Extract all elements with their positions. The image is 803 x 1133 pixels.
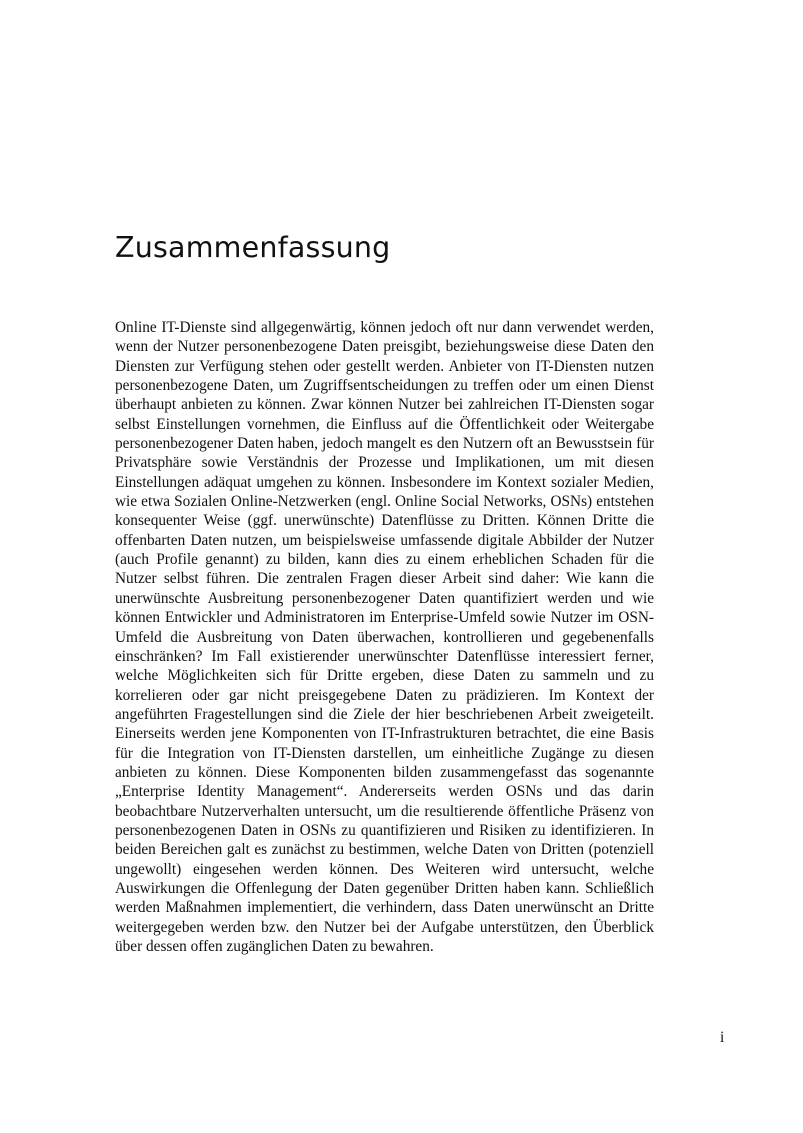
abstract-paragraph: Online IT-Dienste sind allgegenwärtig, können jedoch oft nur dann verwendet werden, wenn der Nutzer personenbezogene Daten preisgibt, beziehungsweise diese Daten den Diensten zur Verfügung stehen oder gestellt werden. Anbieter von IT-Diensten nutzen personenbezogene Daten, um Zugriffsentscheidungen zu treffen oder um einen Dienst überhaupt anbieten zu können. Zwar können Nutzer bei zahlreichen IT-Diensten sogar selbst Einstellungen vornehmen, die Einfluss auf die Öffentlichkeit oder Weitergabe personenbezogener Daten haben, jedoch mangelt es den Nutzern oft an Bewusstsein für Privatsphäre sowie Verständnis der Prozesse und Implikationen, um mit diesen Einstellungen adäquat umgehen zu können. Insbesondere im Kontext sozialer Medien, wie etwa Sozialen Online-Netzwerken (engl. Online Social Networks, OSNs) entstehen konsequenter Weise (ggf. unerwünschte) Datenflüsse zu Dritten. Können Dritte die offenbarten Daten nutzen, um beispielsweise umfassende digitale Abbilder der Nutzer (auch Profile genannt) zu bilden, kann dies zu einem erheblichen Schaden für die Nutzer selbst führen. Die zentralen Fragen dieser Arbeit sind daher: Wie kann die unerwünschte Ausbreitung personenbezogener Daten quantifiziert werden und wie können Entwickler und Administratoren im Enterprise-Umfeld sowie Nutzer im OSN-Umfeld die Ausbreitung von Daten überwachen, kontrollieren und gegebenenfalls einschränken? Im Fall existierender unerwünschter Datenflüsse interessiert ferner, welche Möglichkeiten sich für Dritte ergeben, diese Daten zu sammeln und zu korrelieren oder gar nicht preisgegebene Daten zu prädizieren. Im Kontext der angeführten Fragestellungen sind die Ziele der hier beschriebenen Arbeit zweigeteilt. Einerseits werden jene Komponenten von IT-Infrastrukturen betrachtet, die eine Basis für die Integration von IT-Diensten darstellen, um einheitliche Zugänge zu diesen anbieten zu können. Diese Komponenten bilden zusammengefasst das sogenannte „Enterprise Identity Management“. Andererseits werden OSNs und das darin beobachtbare Nutzerverhalten untersucht, um die resultierende öffentliche Präsenz von personenbezogenen Daten in OSNs zu quantifizieren und Risiken zu identifizieren. In beiden Bereichen galt es zunächst zu bestimmen, welche Daten von Dritten (potenziell ungewollt) eingesehen werden können. Des Weiteren wird untersucht, welche Auswirkungen die Offenlegung der Daten gegenüber Dritten haben kann. Schließlich werden Maßnahmen implementiert, die verhindern, dass Daten unerwünscht an Dritte weitergegeben werden bzw. den Nutzer bei der Aufgabe unterstützen, den Überblick über dessen offen zugänglichen Daten zu bewahren.	[115, 319, 654, 955]
chapter-heading: Zusammenfassung	[115, 231, 391, 264]
page-number: i	[720, 1029, 725, 1046]
